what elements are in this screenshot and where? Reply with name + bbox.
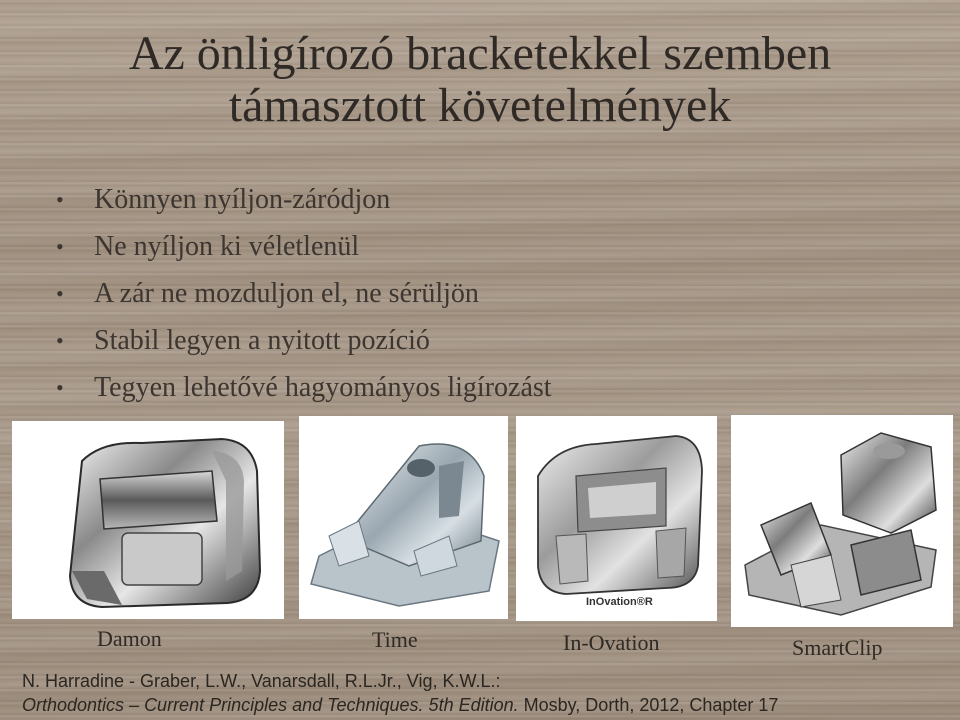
bullet-icon: •	[56, 187, 64, 212]
title-line-1: Az önligírozó bracketekkel szemben	[128, 27, 832, 80]
time-bracket-image	[299, 416, 508, 619]
inovation-logo: InOvation®R	[586, 596, 653, 608]
slide-title	[0, 28, 960, 132]
bracket-icon	[299, 416, 508, 619]
list-item: • A zár ne mozduljon el, ne sérüljön	[54, 270, 552, 317]
requirements-list	[54, 176, 552, 411]
reference-publisher: Mosby, Dorth, 2012, Chapter 17	[518, 695, 779, 715]
caption-time: Time	[372, 627, 418, 652]
list-item: • Tegyen lehetővé hagyományos ligírozást	[54, 364, 552, 411]
caption-inovation: In-Ovation	[563, 630, 660, 655]
bullet-icon: •	[56, 281, 64, 306]
list-item: • Ne nyíljon ki véletlenül	[54, 223, 552, 270]
list-item: • Könnyen nyíljon-záródjon	[54, 176, 552, 223]
inovation-bracket-image	[516, 416, 717, 621]
list-item: • Stabil legyen a nyitott pozíció	[54, 317, 552, 364]
caption-smartclip: SmartClip	[792, 635, 883, 660]
reference-book-title: Orthodontics – Current Principles and Techniques. 5th Edition.	[22, 695, 519, 715]
reference-line-2	[22, 695, 778, 716]
bullet-icon: •	[56, 375, 64, 400]
smartclip-bracket-image	[731, 415, 953, 627]
title-line-2: támasztott követelmények	[228, 79, 732, 132]
bracket-icon	[731, 415, 953, 627]
bracket-icon	[516, 416, 717, 621]
reference-line-1: N. Harradine - Graber, L.W., Vanarsdall, R.L.Jr., Vig, K.W.L.:	[22, 671, 501, 691]
bullet-icon: •	[56, 328, 64, 353]
caption-damon: Damon	[97, 626, 162, 651]
bullet-icon: •	[56, 234, 64, 259]
bracket-icon	[12, 421, 284, 619]
damon-bracket-image	[12, 421, 284, 619]
